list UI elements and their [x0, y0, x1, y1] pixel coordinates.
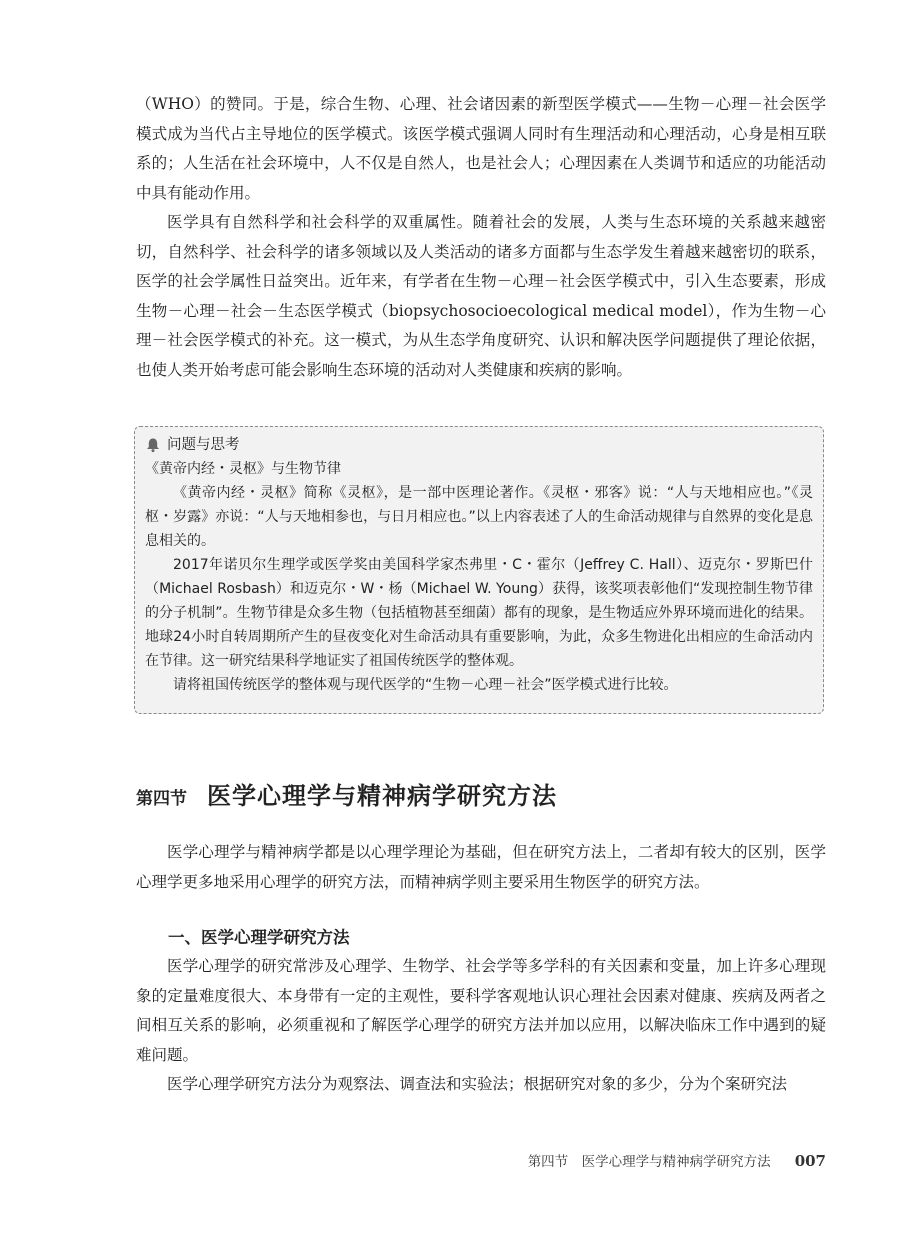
running-head: 第四节 医学心理学与精神病学研究方法 — [527, 1154, 771, 1170]
bell-icon — [145, 437, 161, 453]
section-paragraph-2: 医学心理学研究方法分为观察法、调查法和实验法；根据研究对象的多少，分为个案研究法 — [167, 1075, 788, 1093]
question-box-title: 《黄帝内经・灵枢》与生物节律 — [145, 461, 341, 477]
question-box-label: 问题与思考 — [167, 437, 240, 453]
question-box-paragraph-1: 《黄帝内经・灵枢》简称《灵枢》，是一部中医理论著作。《灵枢・邪客》说：“人与天地相应也。”《灵枢・岁露》亦说：“人与天地相参也，与日月相应也。”以上内容表述了人的生命活动规律与自然界的变化是息息相关的。 — [145, 485, 813, 549]
section-title: 医学心理学与精神病学研究方法 — [207, 781, 557, 810]
question-box — [134, 426, 824, 714]
page-footer — [136, 1150, 826, 1174]
section-paragraph-1: 医学心理学的研究常涉及心理学、生物学、社会学等多学科的有关因素和变量，加上许多心理现象的定量难度很大、本身带有一定的主观性，要科学客观地认识心理社会因素对健康、疾病及两者之间相互关系的影响，必须重视和了解医学心理学的研究方法并加以应用，以解决临床工作中遇到的疑难问题。 — [136, 957, 826, 1064]
question-box-paragraph-2: 2017年诺贝尔生理学或医学奖由美国科学家杰弗里・C・霍尔（Jeffrey C. Hall）、迈克尔・罗斯巴什（Michael Rosbash）和迈克尔・W・杨（Michael W. Young）获得，该奖项表彰他们“发现控制生物节律的分子机制”。生物节律是众多生物（包括植物甚至细菌）都有的现象，是生物适应外界环境而进化的结果。地球24小时自转周期所产生的昼夜变化对生命活动具有重要影响，为此，众多生物进化出相应的生命活动内在节律。这一研究结果科学地证实了祖国传统医学的整体观。 — [145, 557, 813, 669]
question-box-paragraph-3: 请将祖国传统医学的整体观与现代医学的“生物－心理－社会”医学模式进行比较。 — [173, 677, 678, 693]
body-paragraph-1: （WHO）的赞同。于是，综合生物、心理、社会诸因素的新型医学模式——生物－心理－社会医学模式成为当代占主导地位的医学模式。该医学模式强调人同时有生理活动和心理活动，心身是相互联系的；人生活在社会环境中，人不仅是自然人，也是社会人；心理因素在人类调节和适应的功能活动中具有能动作用。 — [136, 95, 826, 202]
subsection-title: 一、医学心理学研究方法 — [168, 928, 350, 947]
section-heading — [136, 776, 826, 816]
page-number: 007 — [794, 1152, 826, 1170]
body-paragraph-2: 医学具有自然科学和社会科学的双重属性。随着社会的发展，人类与生态环境的关系越来越密切，自然科学、社会科学的诸多领域以及人类活动的诸多方面都与生态学发生着越来越密切的联系，医学的社会学属性日益突出。近年来，有学者在生物－心理－社会医学模式中，引入生态要素，形成生物－心理－社会－生态医学模式（biopsychosocioecological medical model），作为生物－心理－社会医学模式的补充。这一模式，为从生态学角度研究、认识和解决医学问题提供了理论依据，也使人类开始考虑可能会影响生态环境的活动对人类健康和疾病的影响。 — [136, 213, 826, 379]
question-box-header — [145, 433, 813, 457]
section-number: 第四节 — [136, 789, 187, 809]
section-intro-paragraph: 医学心理学与精神病学都是以心理学理论为基础，但在研究方法上，二者却有较大的区别，医学心理学更多地采用心理学的研究方法，而精神病学则主要采用生物医学的研究方法。 — [136, 843, 826, 891]
